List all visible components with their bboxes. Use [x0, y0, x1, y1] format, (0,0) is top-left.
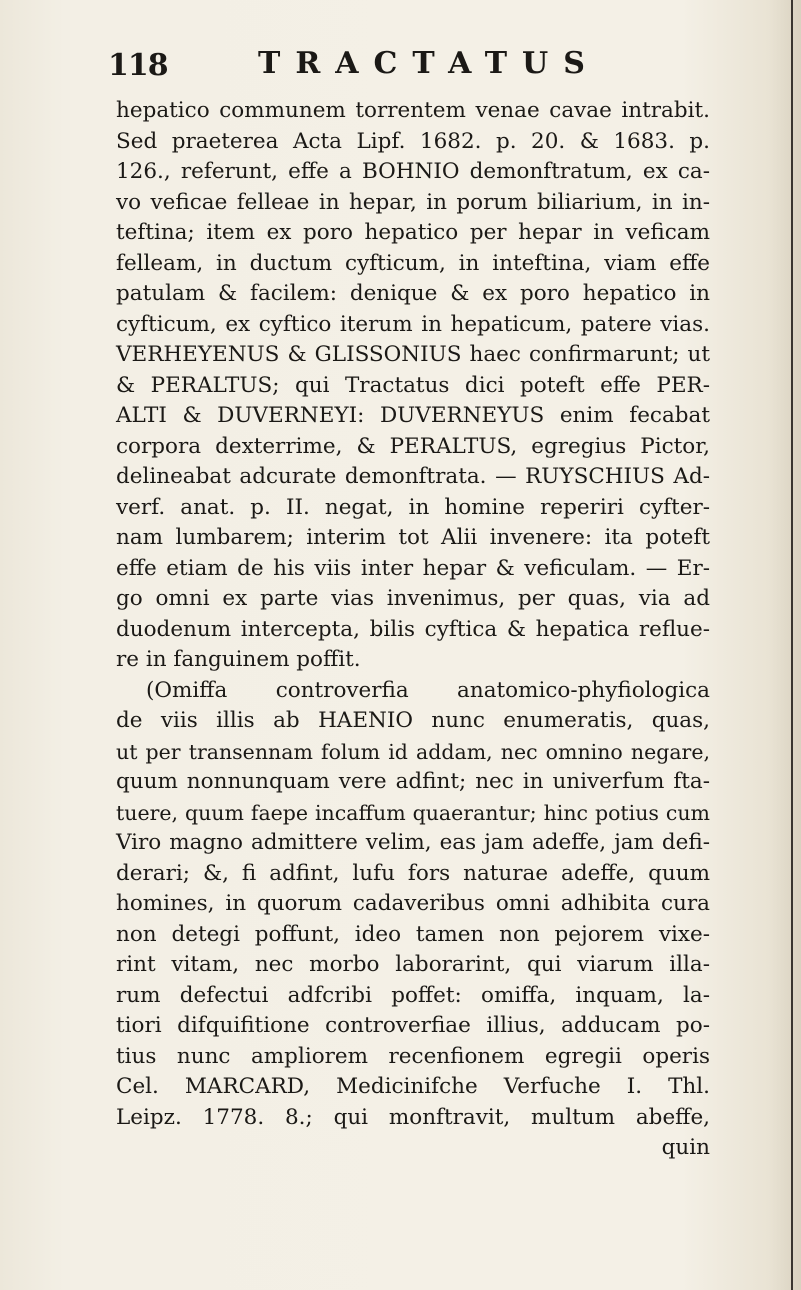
text-line: teftina; item ex poro hepatico per hepar in veficam: [116, 220, 710, 245]
text-line: de viis illis ab HAENIO nunc enumeratis, quas,: [116, 708, 710, 733]
text-line: 126., referunt, effe a BOHNIO demonftratum, ex ca-: [116, 159, 710, 184]
text-line: nam lumbarem; interim tot Alii invenere: ita poteft: [116, 525, 710, 550]
text-line: homines, in quorum cadaveribus omni adhibita cura: [116, 891, 710, 916]
text-line: VERHEYENUS & GLISSONIUS haec confirmarunt; ut: [116, 342, 710, 367]
text-line: duodenum intercepta, bilis cyftica & hepatica reflue-: [116, 616, 710, 642]
text-line: rint vitam, nec morbo laborarint, qui viarum illa-: [116, 952, 710, 977]
text-line: & PERALTUS; qui Tractatus dici poteft effe PER-: [116, 372, 710, 398]
text-line: Cel. MARCARD, Medicinifche Verfuche I. Thl.: [116, 1074, 710, 1099]
text-line: ut per transennam folum id addam, nec omnino negare,: [116, 739, 710, 764]
text-line: quum nonnunquam vere adfint; nec in univerfum fta-: [116, 769, 710, 794]
text-line: effe etiam de his viis inter hepar & veficulam. — Er-: [116, 555, 710, 581]
text-line: go omni ex parte vias invenimus, per quas, via ad: [116, 586, 710, 611]
text-line: tius nunc ampliorem recenfionem egregii operis: [116, 1043, 710, 1069]
text-line: Sed praeterea Acta Lipf. 1682. p. 20. & 1683. p.: [116, 128, 710, 154]
text-line: (Omiffa controverfia anatomico-phyfiologica: [146, 677, 710, 703]
text-line: hepatico communem torrentem venae cavae intrabit.: [116, 98, 710, 123]
text-line: rum defectui adfcribi poffet: omiffa, inquam, la-: [116, 982, 710, 1008]
text-line: vo veficae felleae in hepar, in porum biliarium, in in-: [116, 189, 710, 215]
running-title: TRACTATUS: [258, 46, 600, 81]
body-text: [116, 96, 710, 1164]
text-line: Viro magno admittere velim, eas jam adeffe, jam defi-: [116, 830, 710, 855]
text-line: patulam & facilem: denique & ex poro hepatico in: [116, 281, 710, 306]
text-line: cyfticum, ex cyftico iterum in hepaticum, patere vias.: [116, 311, 710, 337]
catchword: quin: [661, 1135, 710, 1160]
text-line: non detegi poffunt, ideo tamen non pejorem vixe-: [116, 921, 710, 947]
text-line: tiori difquifitione controverfiae illius, adducam po-: [116, 1013, 710, 1038]
page-number: 118: [108, 48, 168, 83]
text-line: corpora dexterrime, & PERALTUS, egregius Pictor,: [116, 433, 710, 459]
running-header: [0, 40, 801, 90]
text-line: felleam, in ductum cyfticum, in inteftina, viam effe: [116, 250, 710, 276]
text-line: delineabat adcurate demonftrata. — RUYSCHIUS Ad-: [116, 464, 710, 489]
text-line: verf. anat. p. II. negat, in homine reperiri cyfter-: [116, 494, 710, 520]
text-line: tuere, quum faepe incaffum quaerantur; hinc potius cum: [116, 800, 710, 825]
page-edge: [791, 0, 793, 1290]
text-line: re in fanguinem poffit.: [116, 647, 361, 672]
text-line: ALTI & DUVERNEYI: DUVERNEYUS enim fecabat: [116, 403, 710, 428]
text-line: Leipz. 1778. 8.; qui monftravit, multum abeffe,: [116, 1104, 710, 1130]
text-line: derari; &, fi adfint, lufu fors naturae adeffe, quum: [116, 860, 710, 886]
